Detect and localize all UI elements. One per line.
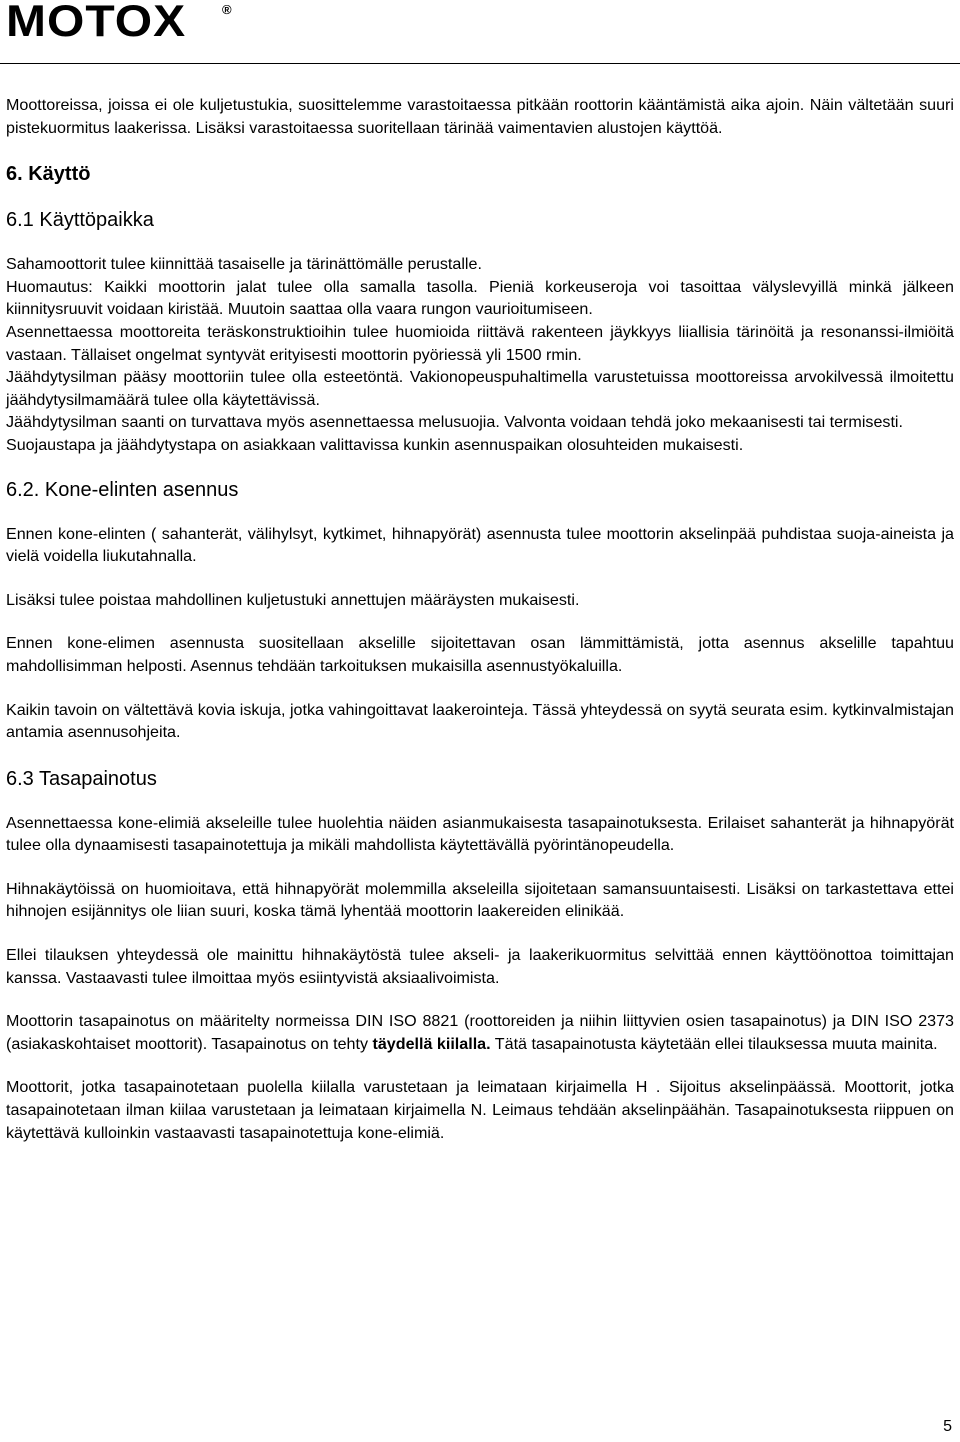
s63-paragraph-1: Asennettaessa kone-elimiä akseleille tulee huolehtia näiden asianmukaisesta tasapainotuksesta. Erilaiset sahanterät ja hihnapyörät tulee olla dynaamisesti tasapainotettuja ja mikäli mahdollista käytettävällä pyörintänopeudella.	[6, 813, 954, 855]
s62-paragraph-2: Lisäksi tulee poistaa mahdollinen kuljetustuki annettujen määräysten mukaisesti.	[6, 590, 580, 609]
s62-paragraph-3: Ennen kone-elimen asennusta suositellaan akselille sijoitettavan osan lämmittämistä, jotta asennus akselille tapahtuu mahdollisimman helposti. Asennus tehdään tarkoituksen mukaisilla asennustyökaluilla.	[6, 634, 954, 675]
document-body	[6, 94, 954, 1144]
section-6-heading: 6. Käyttö	[6, 163, 91, 186]
section-6-1-heading: 6.1 Käyttöpaikka	[6, 209, 154, 232]
s61-paragraph-4: Jäähdytysilman pääsy moottoriin tulee olla esteetöntä. Vakionopeuspuhaltimella varustetuissa moottoreissa arvokilvessä ilmoitettu jäähdytysilmamäärä tulee olla käytettävissä.	[6, 368, 954, 409]
s63-p4-text-a: Moottorin tasapainotus on määritelty normeissa DIN ISO 8821 (roottoreiden ja niihin liittyvien osien tasapainotus) ja DIN ISO 2373 (asiakaskohtaiset moottorit). Tasapainotus on tehty	[6, 1012, 954, 1053]
s63-p4-bold: täydellä kiilalla.	[372, 1034, 491, 1053]
s61-paragraph-2: Huomautus: Kaikki moottorin jalat tulee olla samalla tasolla. Pieniä korkeuseroja voi tasoittaa välyslevyillä minkä jälkeen kiinnitysruuvit voidaan kiristää. Muutoin saattaa olla vaara rungon vaurioitumiseen.	[6, 277, 954, 319]
page-number: 5	[943, 1418, 952, 1435]
s63-paragraph-4	[6, 1010, 954, 1055]
s61-paragraph-1: Sahamoottorit tulee kiinnittää tasaiselle ja tärinättömälle perustalle.	[6, 255, 482, 274]
s62-paragraph-1: Ennen kone-elinten ( sahanterät, välihylsyt, kytkimet, hihnapyörät) asennusta tulee moottorin akselinpää puhdistaa suoja-aineista ja vielä voidella liukutahnalla.	[6, 524, 954, 566]
s63-paragraph-5: Moottorit, jotka tasapainotetaan puolella kiilalla varustetaan ja leimataan kirjaimella H . Sijoitus akselinpäässä. Moottorit, jotka tasapainotetaan ilman kiilaa varustetaan ja leimataan kirjaimella N. Leimaus tehdään akselinpäähän. Tasapainotuksesta riippuen on käytettävä kulloinkin vastaavasti tasapainotettuja kone-elimiä.	[6, 1078, 954, 1142]
section-6-2-heading: 6.2. Kone-elinten asennus	[6, 478, 239, 501]
s61-paragraph-6: Suojaustapa ja jäähdytystapa on asiakkaan valittavissa kunkin asennuspaikan olosuhteiden mukaisesti.	[6, 435, 744, 454]
intro-paragraph: Moottoreissa, joissa ei ole kuljetustukia, suosittelemme varastoitaessa pitkään roottorin kääntämistä aika ajoin. Näin vältetään suuri pistekuormitus laakerissa. Lisäksi varastoitaessa suoritellaan tärinää vaimentavien alustojen käyttöä.	[6, 96, 954, 137]
s61-paragraph-3: Asennettaessa moottoreita teräskonstruktioihin tulee huomioida riittävä rakenteen jäykkyys liiallisia tärinöitä ja resonanssi-ilmiöitä vastaan. Tällaiset ongelmat syntyvät erityisesti moottorin pyöriessä yli 1500 rmin.	[6, 322, 954, 364]
s62-paragraph-4: Kaikin tavoin on vältettävä kovia iskuja, jotka vahingoittavat laakerointeja. Tässä yhteydessä on syytä seurata esim. kytkinvalmistajan antamia asennusohjeita.	[6, 700, 954, 742]
header-rule	[0, 63, 960, 64]
section-6-3-heading: 6.3 Tasapainotus	[6, 767, 157, 790]
registered-mark: ®	[222, 2, 232, 17]
s61-paragraph-5: Jäähdytysilman saanti on turvattava myös asennettaessa melusuojia. Valvonta voidaan tehdä joko mekaanisesti tai termisesti.	[6, 413, 903, 432]
s63-paragraph-2: Hihnakäytöissä on huomioitava, että hihnapyörät molemmilla akseleilla sijoitetaan samansuuntaisesti. Lisäksi on tarkastettava ettei hihnojen esijännitys ole liian suuri, koska tämä lyhentää moottorin laakereiden elinikää.	[6, 879, 954, 921]
s63-paragraph-3: Ellei tilauksen yhteydessä ole mainittu hihnakäytöstä tulee akseli- ja laakerikuormitus selvittää ennen käyttöönottoa toimittajan kanssa. Vastaavasti tulee ilmoittaa myös esiintyvistä aksiaalivoimista.	[6, 946, 954, 987]
motox-logo: MOTOX	[6, 0, 187, 46]
page-header	[0, 0, 960, 70]
s63-p4-text-c: Tätä tasapainotusta käytetään ellei tilauksessa muuta mainita.	[494, 1034, 938, 1053]
